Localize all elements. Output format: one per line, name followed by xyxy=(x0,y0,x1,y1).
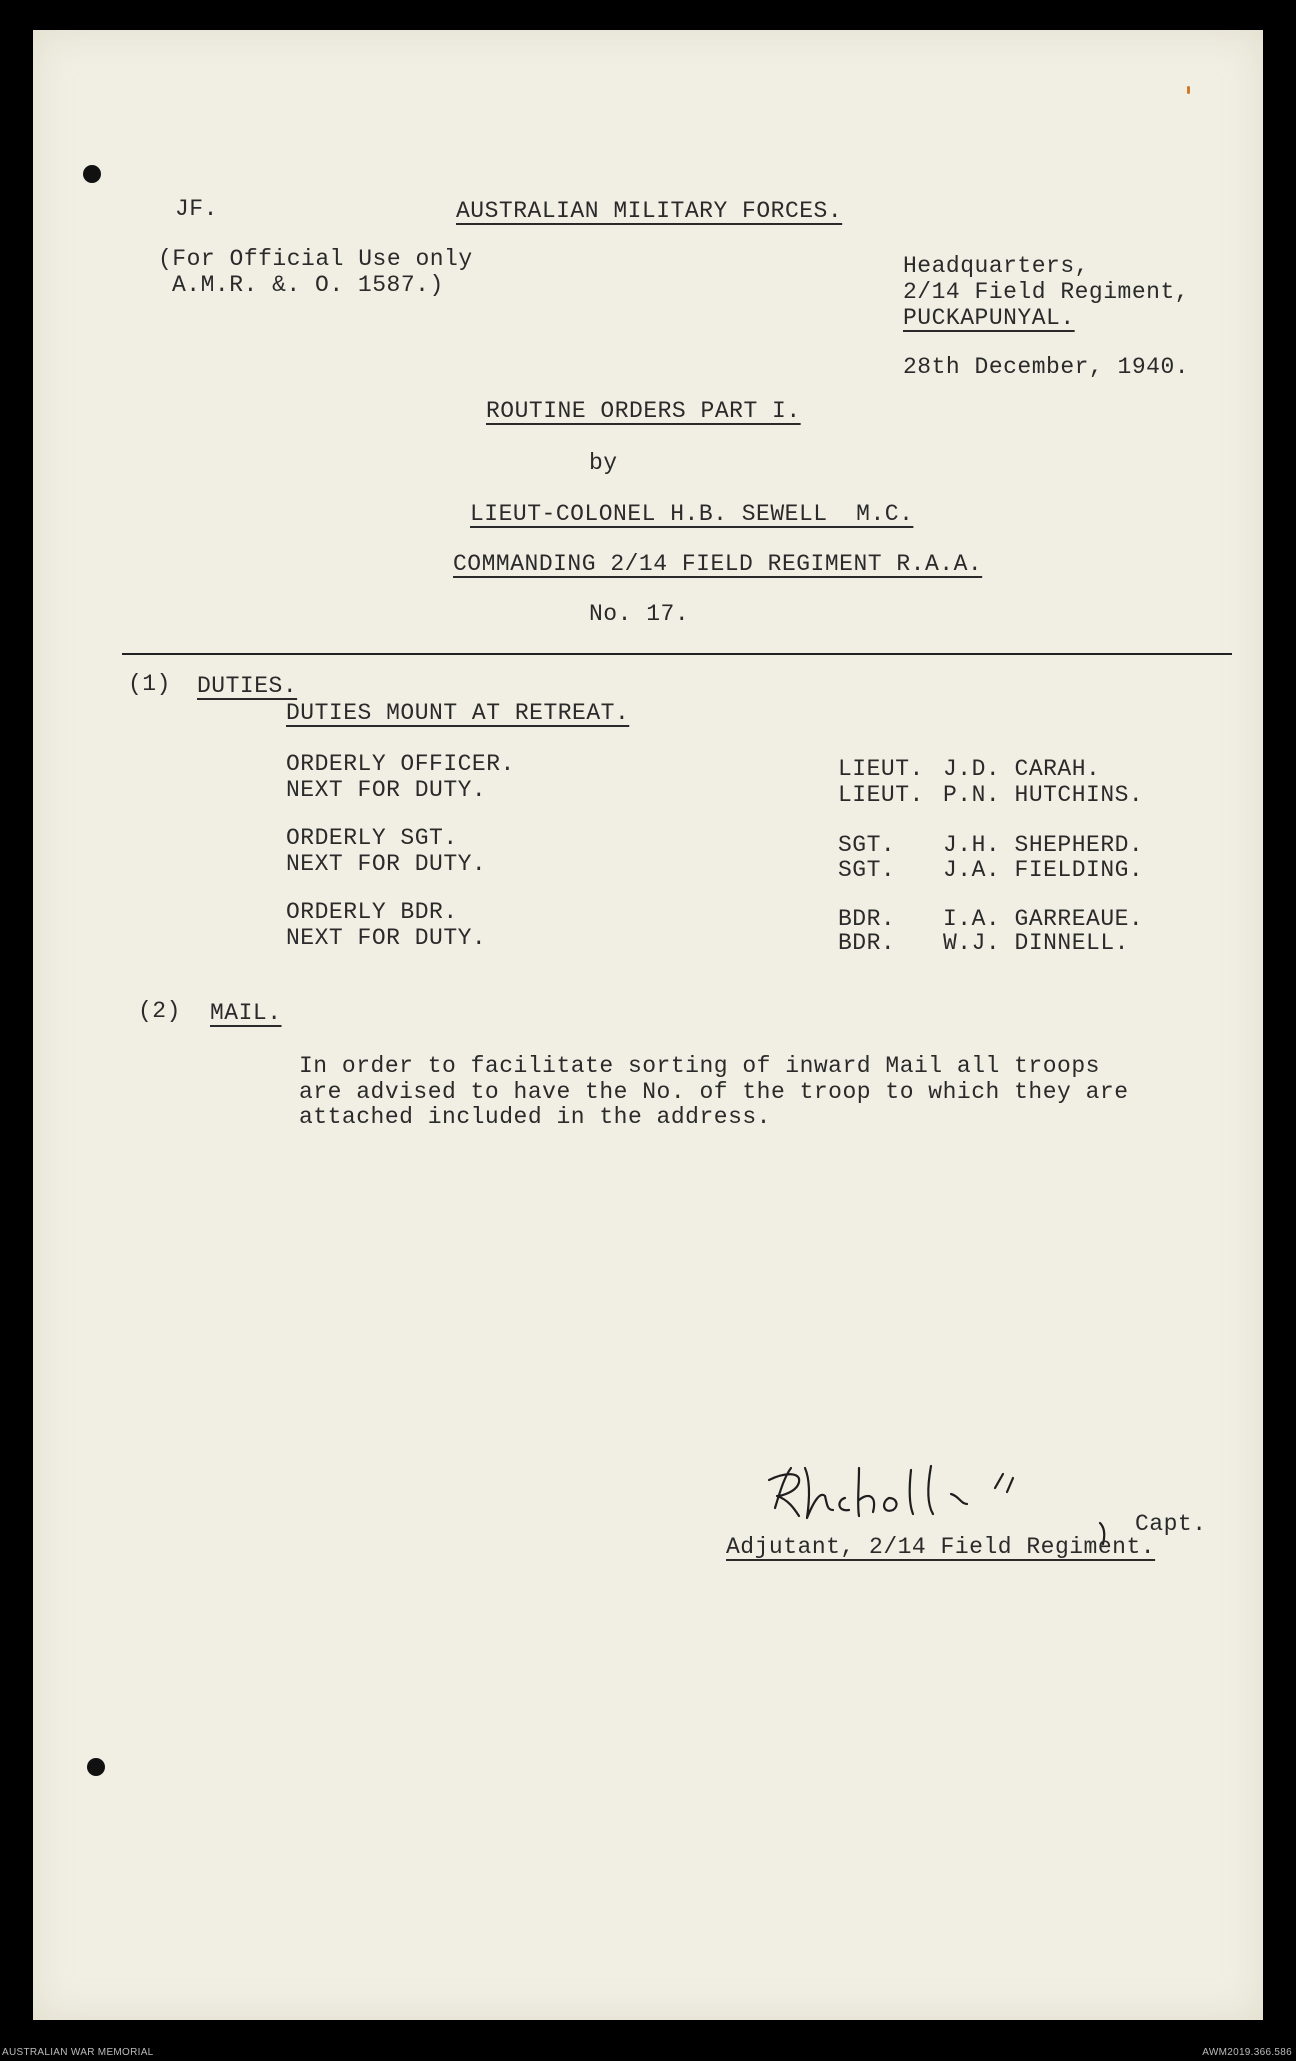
mail-body-line-3: attached included in the address. xyxy=(299,1104,771,1130)
signatory-title: Adjutant, 2/14 Field Regiment. xyxy=(726,1534,1156,1560)
footer-credit: AUSTRALIAN WAR MEMORIAL xyxy=(2,2047,154,2058)
duty-label: NEXT FOR DUTY. xyxy=(286,925,487,951)
duty-person: J.D. CARAH. xyxy=(943,756,1101,782)
order-number: No. 17. xyxy=(589,601,690,627)
duty-person: J.A. FIELDING. xyxy=(943,857,1144,883)
duty-label: ORDERLY BDR. xyxy=(286,899,458,925)
duty-person: J.H. SHEPHERD. xyxy=(943,832,1144,858)
file-initials: JF. xyxy=(175,196,218,222)
orders-title: ROUTINE ORDERS PART I. xyxy=(486,398,801,424)
duty-rank: BDR. xyxy=(838,906,896,932)
document-date: 28th December, 1940. xyxy=(903,354,1190,380)
document-title: AUSTRALIAN MILITARY FORCES. xyxy=(456,198,843,224)
official-use-line-2: A.M.R. &. O. 1587.) xyxy=(172,272,444,298)
official-use-line-1: (For Official Use only xyxy=(158,246,473,272)
duty-rank: SGT. xyxy=(838,832,896,858)
mail-body-line-1: In order to facilitate sorting of inward Mail all troops xyxy=(299,1053,1100,1079)
paper-mark xyxy=(1187,86,1190,94)
command-line: COMMANDING 2/14 FIELD REGIMENT R.A.A. xyxy=(453,551,983,577)
duty-label: NEXT FOR DUTY. xyxy=(286,851,487,877)
section-1-number: (1) xyxy=(128,671,171,697)
punch-hole-top xyxy=(83,165,101,183)
punch-hole-bottom xyxy=(87,1758,105,1776)
duty-rank: LIEUT. xyxy=(838,756,924,782)
section-2-heading: MAIL. xyxy=(210,1000,282,1026)
mail-body-line-2: are advised to have the No. of the troop to which they are xyxy=(299,1079,1129,1105)
orders-by: by xyxy=(589,450,618,476)
duty-label: ORDERLY SGT. xyxy=(286,825,458,851)
duty-person: W.J. DINNELL. xyxy=(943,930,1129,956)
hq-line-3: PUCKAPUNYAL. xyxy=(903,305,1075,331)
section-2-number: (2) xyxy=(138,998,181,1024)
hq-line-1: Headquarters, xyxy=(903,253,1089,279)
footer-accession: AWM2019.366.586 xyxy=(1202,2047,1292,2058)
commander-name: LIEUT-COLONEL H.B. SEWELL M.C. xyxy=(470,501,914,527)
divider-line xyxy=(122,653,1232,655)
signatory-rank: Capt. xyxy=(1135,1511,1207,1537)
duty-person: I.A. GARREAUE. xyxy=(943,906,1144,932)
duty-rank: BDR. xyxy=(838,930,896,956)
duty-label: ORDERLY OFFICER. xyxy=(286,751,515,777)
duty-person: P.N. HUTCHINS. xyxy=(943,782,1144,808)
duty-rank: SGT. xyxy=(838,857,896,883)
duty-label: NEXT FOR DUTY. xyxy=(286,777,487,803)
duty-rank: LIEUT. xyxy=(838,782,924,808)
hq-line-2: 2/14 Field Regiment, xyxy=(903,279,1190,305)
section-1-heading: DUTIES. xyxy=(197,673,298,699)
section-1-subheading: DUTIES MOUNT AT RETREAT. xyxy=(286,700,630,726)
